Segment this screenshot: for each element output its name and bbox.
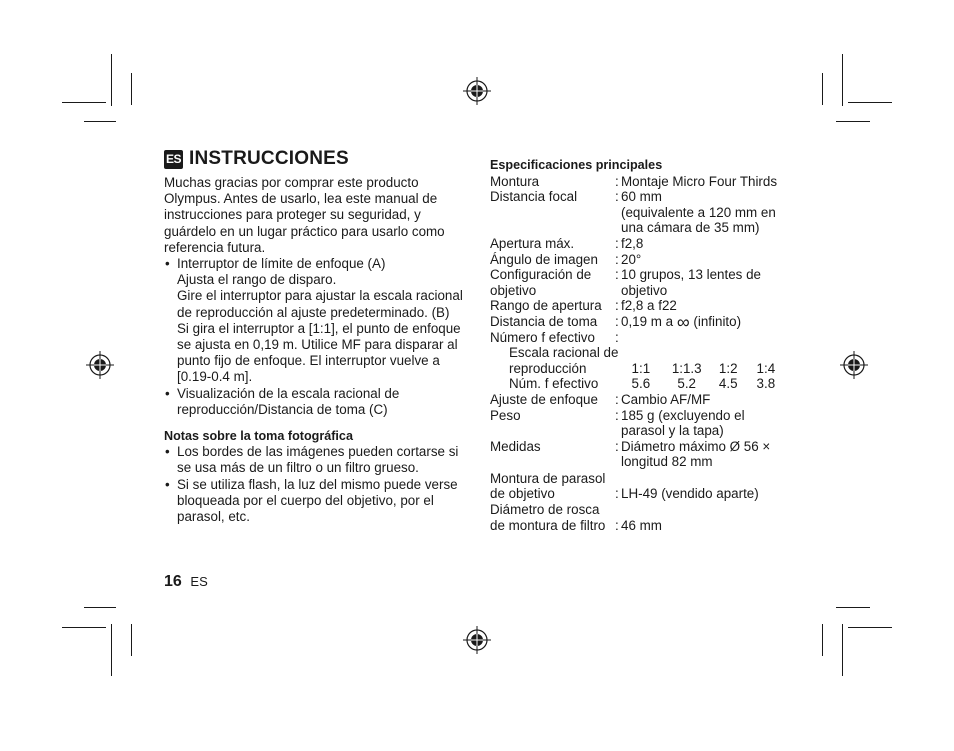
intro-paragraph: Muchas gracias por comprar este producto Olympus. Antes de usarlo, lea este manual de instrucciones para proteger su seguridad, y guárdelo en un lugar práctico para usarlo como referencia futura. (164, 175, 445, 255)
crop-mark (111, 624, 112, 676)
bullet-line: Ajusta el rango de disparo. (177, 272, 337, 288)
spec-subrow-scale-label: Escala racional de (509, 345, 619, 361)
registration-mark-icon (840, 351, 868, 379)
section-heading (164, 150, 469, 169)
spec-row-mount: Montura : Montaje Micro Four Thirds (490, 173, 778, 189)
list-item: • Los bordes de las imágenes pueden cortarse si se usa más de un filtro o un filtro grueso. (164, 444, 469, 476)
crop-mark (84, 121, 116, 122)
spec-row-aperture: Apertura máx. : f2,8 (490, 235, 644, 251)
spec-row-fnumber: Número f efectivo : (490, 329, 619, 345)
spec-row-config: Configuración de objetivo : 10 grupos, 13 lentes de objetivo (490, 267, 761, 298)
infinity-icon: ∞ (676, 311, 690, 332)
crop-mark (842, 624, 843, 676)
bullet-line: Gire el interruptor para ajustar la escala racional de reproducción al ajuste predeterminado. (B) (177, 288, 463, 320)
instructions-column (164, 150, 469, 525)
crop-mark (822, 73, 823, 105)
bullet-line: • Interruptor de límite de enfoque (A) (177, 256, 386, 272)
page-footer (164, 573, 208, 591)
footer-language: ES (190, 574, 208, 589)
notes-heading: Notas sobre la toma fotográfica (164, 429, 353, 444)
spec-row-filter: Diámetro de rosca de montura de filtro : 46 mm (490, 502, 662, 533)
spec-row-range: Rango de apertura : f2,8 a f22 (490, 298, 677, 314)
spec-row-dimensions: Medidas : Diámetro máximo Ø 56 × longitud 82 mm (490, 438, 771, 470)
page-title: INSTRUCCIONES (189, 148, 349, 170)
crop-mark (842, 54, 843, 106)
spec-row-hood: Montura de parasol de objetivo : LH-49 (vendido aparte) (490, 470, 759, 502)
spec-subrow-scale: reproducción 1:1 1:1.3 1:2 1:4 (509, 360, 776, 376)
registration-mark-icon (463, 626, 491, 654)
crop-mark (822, 624, 823, 656)
crop-mark (62, 102, 106, 103)
crop-mark (836, 121, 870, 122)
list-item (164, 256, 469, 386)
spec-row-focus: Ajuste de enfoque : Cambio AF/MF (490, 391, 711, 407)
list-item (164, 386, 469, 418)
language-badge: ES (164, 150, 183, 169)
bullet-line: Si gira el interruptor a [1:1], el punto de enfoque se ajusta en 0,19 m. Utilice MF para disparar al punto fijo de enfoque. El interruptor vuelve a [0.19-0.4 m]. (177, 320, 461, 385)
spec-subrow-fnum: Núm. f efectivo 5.6 5.2 4.5 3.8 (509, 376, 776, 392)
spec-row-focal: Distancia focal : 60 mm (equivalente a 120 mm en una cámara de 35 mm) (490, 189, 776, 236)
crop-mark (84, 607, 116, 608)
crop-mark (111, 54, 112, 106)
spec-row-distance: Distancia de toma : 0,19 m a ∞ (infinito) (490, 311, 742, 332)
spec-row-angle: Ángulo de imagen : 20° (490, 251, 642, 267)
registration-mark-icon (86, 351, 114, 379)
specs-column (490, 158, 790, 533)
specs-title: Especificaciones principales (490, 158, 663, 172)
list-item: • Si se utiliza flash, la luz del mismo puede verse bloqueada por el cuerpo del objetivo, por el parasol, etc. (164, 477, 469, 526)
crop-mark (131, 624, 132, 656)
notes-list (164, 444, 469, 525)
bullet-line: • Visualización de la escala racional de reproducción/Distancia de toma (C) (177, 385, 400, 417)
registration-mark-icon (463, 77, 491, 105)
crop-mark (848, 627, 892, 628)
crop-mark (62, 627, 106, 628)
crop-mark (848, 102, 892, 103)
crop-mark (836, 607, 870, 608)
spec-row-weight: Peso : 185 g (excluyendo el parasol y la tapa) (490, 407, 745, 439)
page-number: 16 (164, 573, 182, 590)
crop-mark (131, 73, 132, 105)
feature-list (164, 256, 469, 418)
